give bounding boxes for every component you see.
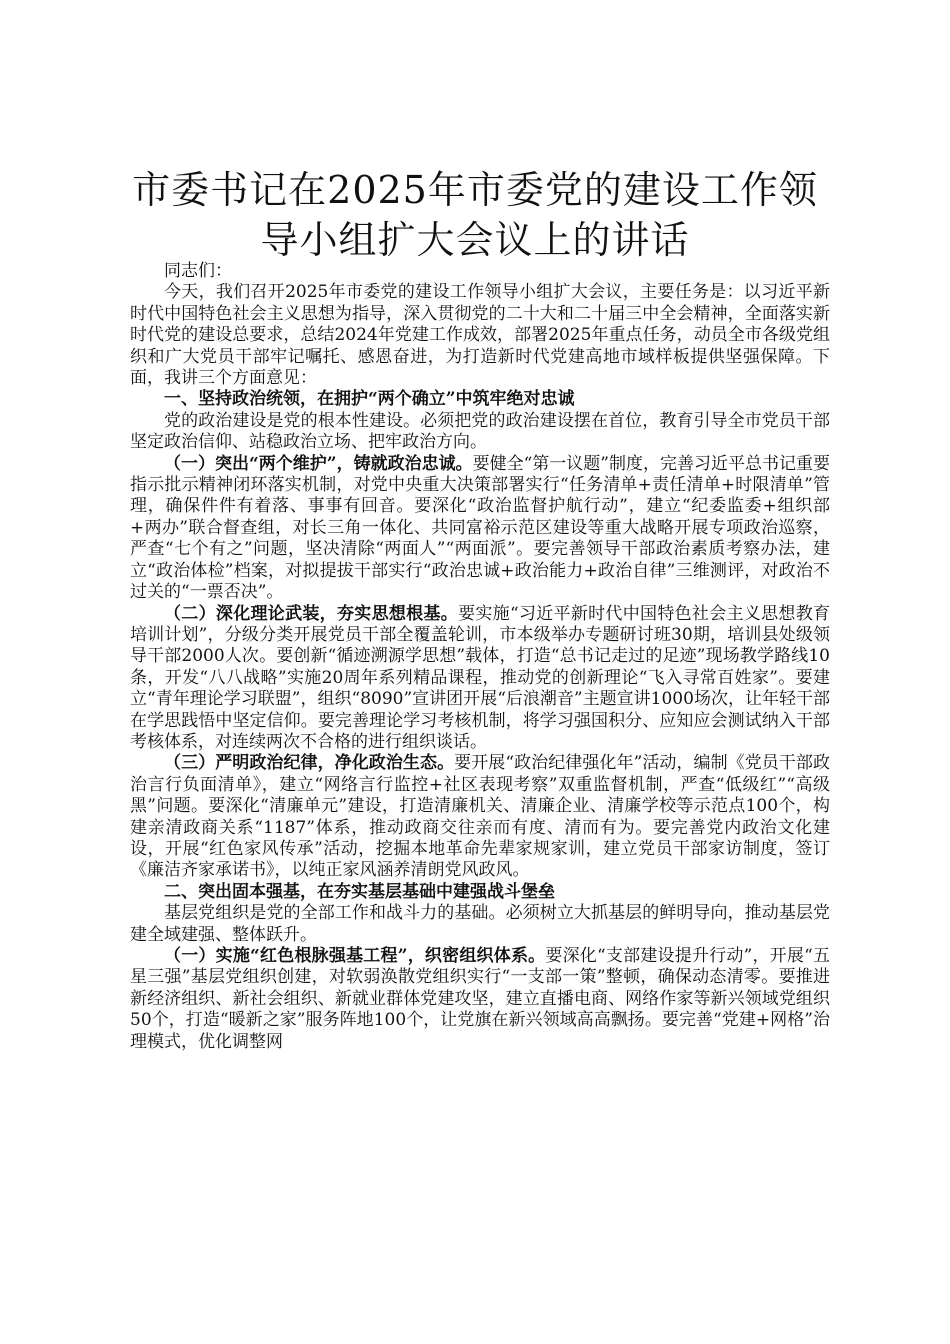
heading-text: 一、坚持政治统领，在拥护“两个确立”中筑牢绝对忠诚 bbox=[164, 389, 575, 410]
section-heading-1 bbox=[130, 389, 830, 410]
section-heading-2 bbox=[130, 882, 830, 903]
paragraph-text: 今天，我们召开2025年市委党的建设工作领导小组扩大会议，主要任务是：以习近平新时代中国特色社会主义思想为指导，深入贯彻党的二十大和二十届三中全会精神，全面落实新时代党的建设总要求，总结2024年党建工作成效，部署2025年重点任务，动员全市各级党组织和广大党员干部牢记嘱托、感恩奋进，为打造新时代党建高地市域样板提供坚强保障。下面，我讲三个方面意见： bbox=[130, 282, 830, 389]
paragraph-text: 要深化“支部建设提升行动”，开展“五星三强”基层党组织创建，对软弱涣散党组织实行“一支部一策”整顿，确保动态清零。要推进新经济组织、新社会组织、新就业群体党建攻坚，建立直播电商、网络作家等新兴领域党组织50个，打造“暖新之家”服务阵地100个，让党旗在新兴领域高高飘扬。要完善“党建+网格”治理模式，优化调整网 bbox=[130, 946, 830, 1052]
paragraph-subsection bbox=[130, 454, 830, 604]
document-body bbox=[130, 261, 830, 1053]
paragraph-text: 要实施“习近平新时代中国特色社会主义思想教育培训计划”，分级分类开展党员干部全覆盖轮训，市本级举办专题研讨班30期，培训县处级领导干部2000人次。要创新“循迹溯源学思想”载体，打造“总书记走过的足迹”现场教学路线10条，开发“八八战略”实施20周年系列精品课程，推动党的创新理论“飞入寻常百姓家”。要建立“青年理论学习联盟”，组织“8090”宣讲团开展“后浪潮音”主题宣讲1000场次，让年轻干部在学思践悟中坚定信仰。要完善理论学习考核机制，将学习强国积分、应知应会测试纳入干部考核体系，对连续两次不合格的进行组织谈话。 bbox=[130, 603, 830, 752]
paragraph bbox=[130, 411, 830, 454]
paragraph-text: 党的政治建设是党的根本性建设。必须把党的政治建设摆在首位，教育引导全市党员干部坚定政治信仰、站稳政治立场、把牢政治方向。 bbox=[130, 410, 830, 453]
paragraph-subsection bbox=[130, 946, 830, 1053]
paragraph-text: 基层党组织是党的全部工作和战斗力的基础。必须树立大抓基层的鲜明导向，推动基层党建全域建强、整体跃升。 bbox=[130, 903, 830, 945]
subsection-lead: （一）实施“红色根脉强基工程”，织密组织体系。 bbox=[164, 946, 546, 966]
document-title: 市委书记在2025年市委党的建设工作领导小组扩大会议上的讲话 bbox=[132, 168, 818, 262]
paragraph-text: 要开展“政治纪律强化年”活动，编制《党员干部政治言行负面清单》，建立“网络言行监控+社区表现考察”双重监督机制，严查“低级红”“高级黑”问题。要深化“清廉单元”建设，打造清廉机关、清廉企业、清廉学校等示范点100个，构建亲清政商关系“1187”体系，推动政商交往亲而有度、清而有为。要完善党内政治文化建设，开展“红色家风传承”活动，挖掘本地革命先辈家规家训，建立党员干部家访制度，签订《廉洁齐家承诺书》，以纯正家风涵养清朗党风政风。 bbox=[130, 753, 830, 881]
paragraph-text: 要健全“第一议题”制度，完善习近平总书记重要指示批示精神闭环落实机制，对党中央重大决策部署实行“任务清单+责任清单+时限清单”管理，确保件件有着落、事事有回音。要深化“政治监督护航行动”，建立“纪委监委+组织部+两办”联合督查组，对长三角一体化、共同富裕示范区建设等重大战略开展专项政治巡察，严查“七个有之”问题，坚决清除“两面人”“两面派”。要完善领导干部政治素质考察办法，建立“政治体检”档案，对拟提拔干部实行“政治忠诚+政治能力+政治自律”三维测评，对政治不过关的“一票否决”。 bbox=[130, 453, 830, 603]
heading-text: 二、突出固本强基，在夯实基层基础中建强战斗堡垒 bbox=[164, 881, 555, 902]
paragraph-subsection bbox=[130, 753, 830, 881]
paragraph-intro bbox=[130, 282, 830, 389]
paragraph-subsection bbox=[130, 604, 830, 754]
salutation: 同志们： bbox=[164, 261, 232, 281]
subsection-lead: （二）深化理论武装，夯实思想根基。 bbox=[164, 603, 459, 624]
paragraph bbox=[130, 903, 830, 946]
subsection-lead: （一）突出“两个维护”，铸就政治忠诚。 bbox=[164, 453, 473, 474]
subsection-lead: （三）严明政治纪律，净化政治生态。 bbox=[164, 753, 455, 774]
